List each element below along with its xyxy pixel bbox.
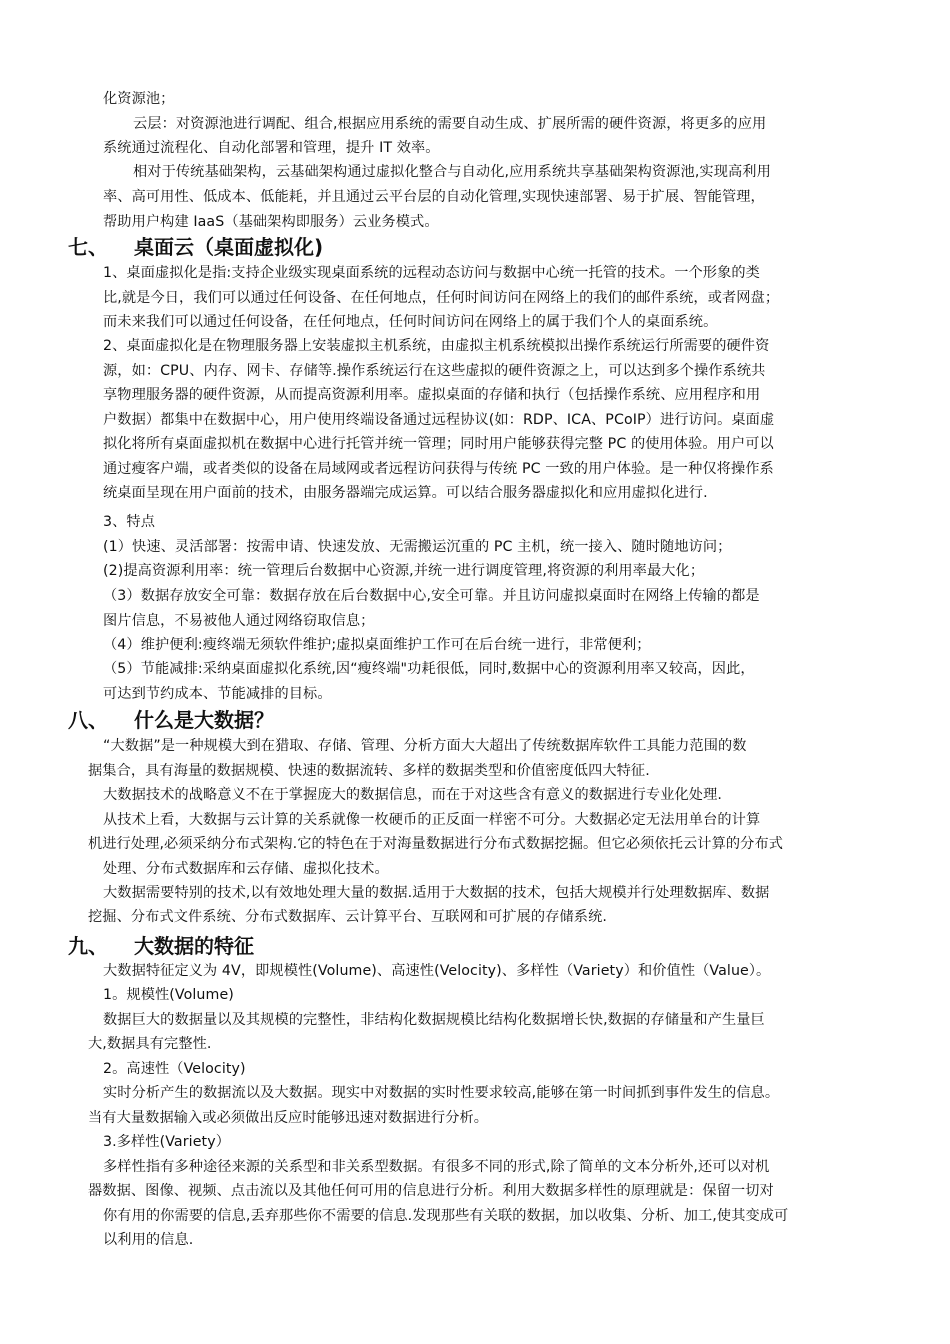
text-line: 2、桌面虚拟化是在物理服务器上安装虚拟主机系统，由虚拟主机系统模拟出操作系统运行所需要的硬件资 bbox=[103, 338, 770, 354]
text-line: 拟化将所有桌面虚拟机在数据中心进行托管并统一管理；同时用户能够获得完整 PC 的使用体验。用户可以 bbox=[103, 436, 774, 452]
text-line: 1。规模性(Volume) bbox=[103, 987, 234, 1003]
text-line: 挖掘、分布式文件系统、分布式数据库、云计算平台、互联网和可扩展的存储系统. bbox=[88, 909, 607, 925]
text-line: “大数据”是一种规模大到在猎取、存储、管理、分析方面大大超出了传统数据库软件工具能力范围的数 bbox=[103, 738, 747, 754]
text-line: 2。高速性（Velocity) bbox=[103, 1061, 246, 1077]
text-line: 源，如：CPU、内存、网卡、存储等.操作系统运行在这些虚拟的硬件资源之上，可以达到多个操作系统共 bbox=[103, 362, 766, 379]
text-line: 从技术上看，大数据与云计算的关系就像一枚硬币的正反面一样密不可分。大数据必定无法用单台的计算 bbox=[103, 812, 761, 828]
text-line: 处理、分布式数据库和云存储、虚拟化技术。 bbox=[103, 860, 389, 877]
section-heading bbox=[68, 933, 254, 959]
text-line: 以利用的信息. bbox=[103, 1232, 194, 1248]
section-title: 大数据的特征 bbox=[134, 934, 254, 958]
text-line: 化资源池； bbox=[103, 91, 175, 107]
text-line: （5）节能减排:采纳桌面虚拟化系统,因“瘦终端"功耗很低，同时,数据中心的资源利用率又较高，因此， bbox=[103, 661, 755, 677]
text-line: 帮助用户构建 IaaS（基础架构即服务）云业务模式。 bbox=[103, 213, 439, 230]
text-line: (2)提高资源利用率：统一管理后台数据中心资源,并统一进行调度管理,将资源的利用率最大化； bbox=[103, 563, 705, 579]
text-line: 大数据技术的战略意义不在于掌握庞大的数据信息，而在于对这些含有意义的数据进行专业化处理. bbox=[103, 787, 722, 803]
text-line: 3、特点 bbox=[103, 514, 155, 530]
text-line: 图片信息，不易被他人通过网络窃取信息； bbox=[103, 612, 375, 629]
text-line: 你有用的你需要的信息,丢弃那些你不需要的信息.发现那些有关联的数据，加以收集、分析、加工,使其变成可 bbox=[103, 1207, 789, 1224]
section-heading bbox=[68, 234, 323, 260]
text-line: （4）维护便利:瘦终端无须软件维护;虚拟桌面维护工作可在后台统一进行，非常便利； bbox=[103, 637, 651, 653]
text-line: 户数据）都集中在数据中心，用户使用终端设备通过远程协议(如：RDP、ICA、PCoIP）进行访问。桌面虚 bbox=[103, 411, 775, 428]
text-line: 可达到节约成本、节能减排的目标。 bbox=[103, 685, 332, 702]
text-line: 云层：对资源池进行调配、组合,根据应用系统的需要自动生成、扩展所需的硬件资源，将更多的应用 bbox=[133, 116, 767, 132]
text-line: 1、桌面虚拟化是指:支持企业级实现桌面系统的远程动态访问与数据中心统一托管的技术。一个形象的类 bbox=[103, 265, 760, 281]
text-line: 大,数据具有完整性. bbox=[88, 1036, 212, 1052]
text-line: 大数据特征定义为 4V，即规模性(Volume)、高速性(Velocity)、多样性（Variety）和价值性（Value）。 bbox=[103, 963, 771, 979]
section-title: 桌面云（桌面虚拟化) bbox=[134, 235, 324, 259]
text-line: 通过瘦客户端，或者类似的设备在局域网或者远程访问获得与传统 PC 一致的用户体验。是一种仅将操作系 bbox=[103, 460, 774, 477]
section-number: 八、 bbox=[68, 708, 108, 732]
text-line: （3）数据存放安全可靠：数据存放在后台数据中心,安全可靠。并且访问虚拟桌面时在网络上传输的都是 bbox=[103, 588, 760, 604]
section-heading bbox=[68, 707, 274, 733]
text-line: 3.多样性(Variety） bbox=[103, 1134, 230, 1150]
text-line: 相对于传统基础架构，云基础架构通过虚拟化整合与自动化,应用系统共享基础架构资源池,实现高利用 bbox=[133, 164, 771, 180]
text-line: 比,就是今日，我们可以通过任何设备、在任何地点，任何时间访问在网络上的我们的邮件系统，或者网盘； bbox=[103, 289, 780, 306]
text-line: 系统通过流程化、自动化部署和管理，提升 IT 效率。 bbox=[103, 140, 440, 156]
text-line: 机进行处理,必须采纳分布式架构.它的特色在于对海量数据进行分布式数据挖掘。但它必须依托云计算的分布式 bbox=[88, 836, 784, 852]
text-line: 多样性指有多种途径来源的关系型和非关系型数据。有很多不同的形式,除了简单的文本分析外,还可以对机 bbox=[103, 1159, 770, 1175]
text-line: 享物理服务器的硬件资源，从而提高资源利用率。虚拟桌面的存储和执行（包括操作系统、应用程序和用 bbox=[103, 387, 761, 403]
section-title: 什么是大数据？ bbox=[134, 708, 274, 732]
text-line: 当有大量数据输入或必须做出反应时能够迅速对数据进行分析。 bbox=[88, 1110, 489, 1126]
text-line: 数据巨大的数据量以及其规模的完整性，非结构化数据规模比结构化数据增长快,数据的存储量和产生量巨 bbox=[103, 1012, 765, 1028]
section-number: 九、 bbox=[68, 934, 108, 958]
text-line: 率、高可用性、低成本、低能耗，并且通过云平台层的自动化管理,实现快速部署、易于扩展、智能管理， bbox=[103, 189, 765, 205]
text-line: 器数据、图像、视频、点击流以及其他任何可用的信息进行分析。利用大数据多样性的原理就是：保留一切对 bbox=[88, 1183, 774, 1199]
text-line: 大数据需要特别的技术,以有效地处理大量的数据.适用于大数据的技术，包括大规模并行处理数据库、数据 bbox=[103, 885, 770, 901]
text-line: 统桌面呈现在用户面前的技术，由服务器端完成运算。可以结合服务器虚拟化和应用虚拟化进行. bbox=[103, 485, 708, 501]
text-line: 而未来我们可以通过任何设备，在任何地点，任何时间访问在网络上的属于我们个人的桌面系统。 bbox=[103, 314, 718, 330]
section-number: 七、 bbox=[68, 235, 108, 259]
text-line: 实时分析产生的数据流以及大数据。现实中对数据的实时性要求较高,能够在第一时间抓到事件发生的信息。 bbox=[103, 1085, 780, 1101]
text-line: (1）快速、灵活部署：按需申请、快速发放、无需搬运沉重的 PC 主机，统一接入、随时随地访问； bbox=[103, 539, 732, 555]
text-line: 据集合，具有海量的数据规模、快速的数据流转、多样的数据类型和价值密度低四大特征. bbox=[88, 763, 650, 779]
